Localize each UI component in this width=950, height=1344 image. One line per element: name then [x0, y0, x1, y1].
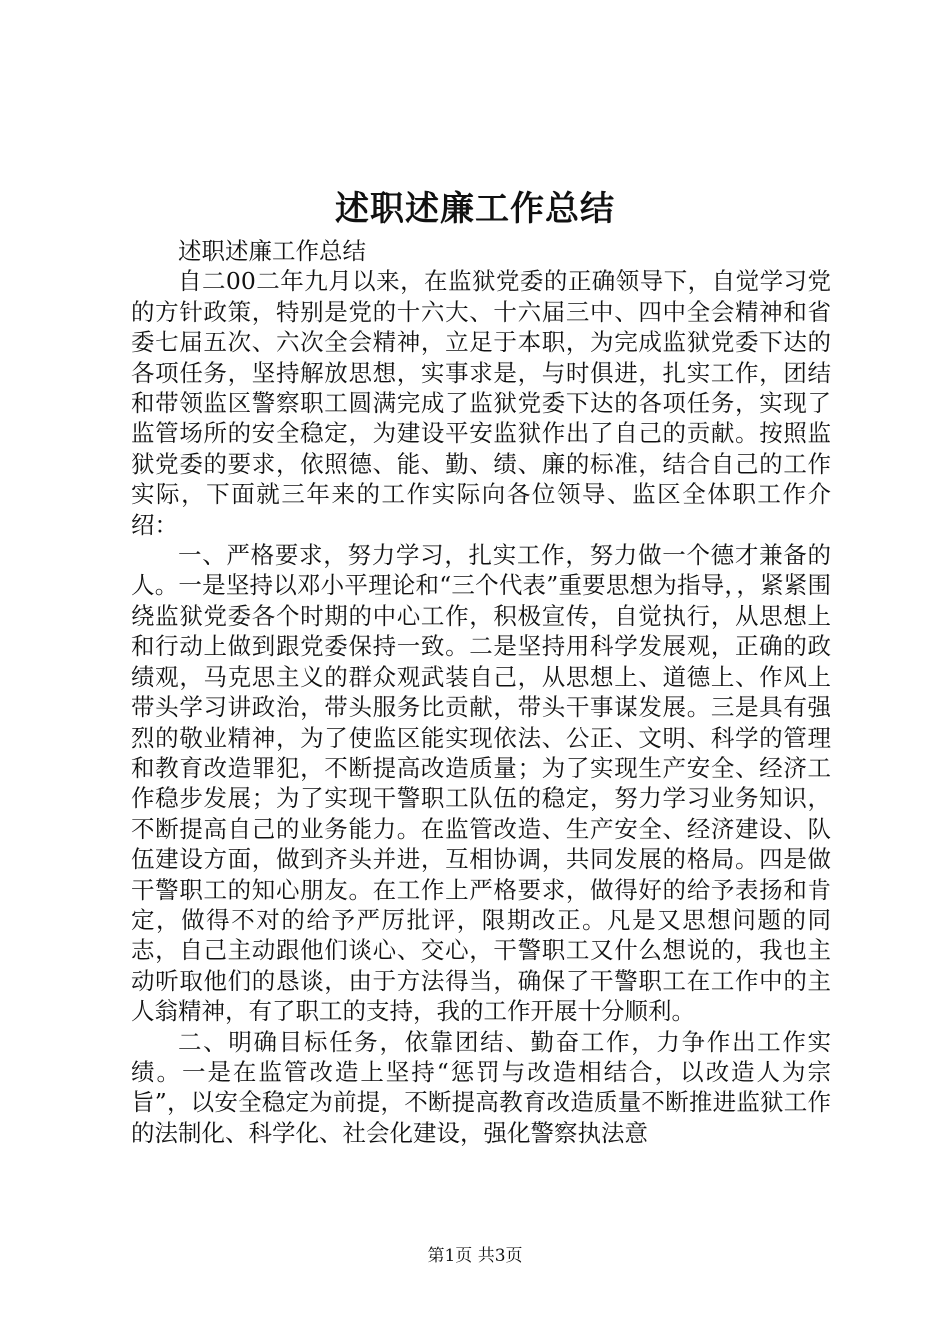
document-title: 述职述廉工作总结	[335, 189, 615, 229]
paragraph-intro: 自二00二年九月以来，在监狱党委的正确领导下，自觉学习党的方针政策，特别是党的十六大、十六届三中、四中全会精神和省委七届五次、六次全会精神，立足于本职，为完成监狱党委下达的各项任务，坚持解放思想，实事求是，与时俱进，扎实工作，团结和带领监区警察职工圆满完成了监狱党委下达的各项任务，实现了监管场所的安全稳定，为建设平安监狱作出了自己的贡献。按照监狱党委的要求，依照德、能、勤、绩、廉的标准，结合自己的工作实际，下面就三年来的工作实际向各位领导、监区全体职工作介绍：	[131, 267, 831, 539]
document-body	[131, 236, 831, 1148]
paragraph-section-two: 二、明确目标任务，依靠团结、勤奋工作，力争作出工作实绩。一是在监管改造上坚持“惩罚与改造相结合，以改造人为宗旨”，以安全稳定为前提，不断提高教育改造质量不断推进监狱工作的法制化、科学化、社会化建设，强化警察执法意	[131, 1027, 831, 1147]
paragraph-subtitle: 述职述廉工作总结	[178, 237, 366, 265]
paragraph-section-one: 一、严格要求，努力学习，扎实工作，努力做一个德才兼备的人。一是坚持以邓小平理论和“三个代表”重要思想为指导，，紧紧围绕监狱党委各个时期的中心工作，积极宣传，自觉执行，从思想上和行动上做到跟党委保持一致。二是坚持用科学发展观，正确的政绩观，马克思主义的群众观武装自己，从思想上、道德上、作风上带头学习讲政治，带头服务比贡献，带头干事谋发展。三是具有强烈的敬业精神，为了使监区能实现依法、公正、文明、科学的管理和教育改造罪犯，不断提高改造质量；为了实现生产安全、经济工作稳步发展；为了实现干警职工队伍的稳定，努力学习业务知识，不断提高自己的业务能力。在监管改造、生产安全、经济建设、队伍建设方面，做到齐头并进，互相协调，共同发展的格局。四是做干警职工的知心朋友。在工作上严格要求，做得好的给予表扬和肯定，做得不对的给予严厉批评，限期改正。凡是又思想问题的同志，自己主动跟他们谈心、交心，干警职工又什么想说的，我也主动听取他们的恳谈，由于方法得当，确保了干警职工在工作中的主人翁精神，有了职工的支持，我的工作开展十分顺利。	[131, 541, 831, 1026]
page-footer: 第1页 共3页	[427, 1246, 523, 1266]
